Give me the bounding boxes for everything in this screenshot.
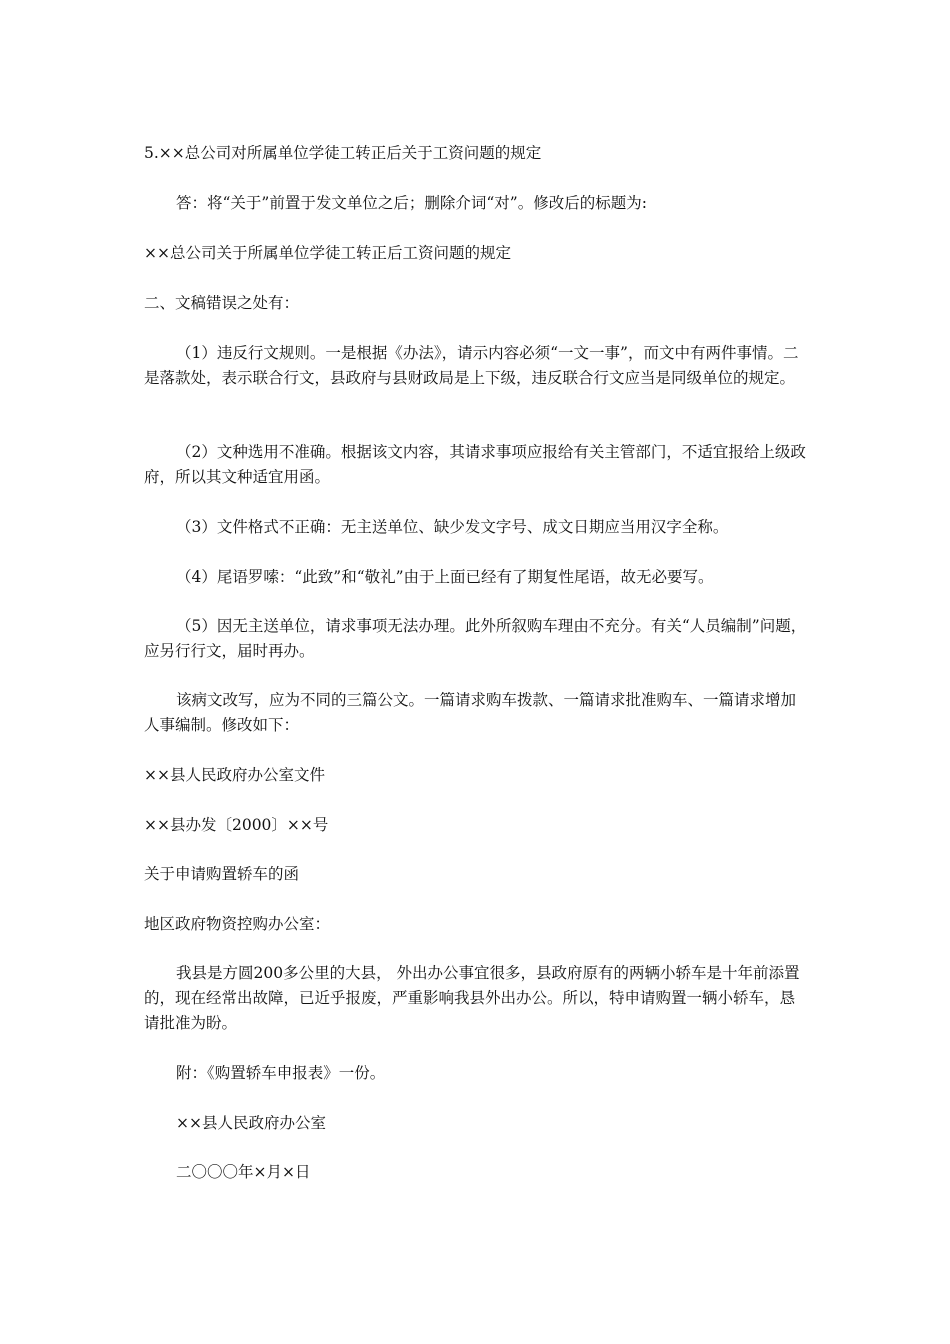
document-number: ××县办发〔2000〕××号: [144, 816, 329, 834]
section-heading: 二、文稿错误之处有：: [144, 294, 300, 312]
recipient: 地区政府物资控购办公室：: [144, 915, 331, 933]
answer-paragraph: 答：将“关于”前置于发文单位之后；删除介词“对”。修改后的标题为:: [176, 194, 647, 212]
letter-body: 我县是方圆200多公里的大县， 外出办公事宜很多，县政府原有的两辆小轿车是十年前添置的，现在经常出故障，已近乎报废，严重影响我县外出办公。所以，特申请购置一辆小轿车，恳请批准为盼。: [144, 964, 800, 1032]
letter-title: 关于申请购置轿车的函: [144, 865, 300, 883]
error-item-2: （2）文种选用不准确。根据该文内容，其请求事项应报给有关主管部门，不适宜报给上级政府，所以其文种适宜用函。: [144, 443, 806, 486]
date: 二〇〇〇年×月×日: [176, 1163, 311, 1181]
error-item-4: （4）尾语罗嗦：“此致”和“敬礼”由于上面已经有了期复性尾语，故无必要写。: [176, 568, 714, 586]
rewrite-note: 该病文改写，应为不同的三篇公文。一篇请求购车拨款、一篇请求批准购车、一篇请求增加人事编制。修改如下：: [144, 691, 797, 734]
error-item-5: （5）因无主送单位，请求事项无法办理。此外所叙购车理由不充分。有关“人员编制”问题，应另行行文，届时再办。: [144, 617, 807, 660]
error-item-1: （1）违反行文规则。一是根据《办法》，请示内容必须“一文一事”，而文中有两件事情。二是落款处，表示联合行文，县政府与县财政局是上下级，违反联合行文应当是同级单位的规定。: [144, 344, 799, 387]
error-item-3: （3）文件格式不正确：无主送单位、缺少发文字号、成文日期应当用汉字全称。: [176, 518, 729, 536]
question-title: 5.××总公司对所属单位学徒工转正后关于工资问题的规定: [144, 144, 542, 162]
revised-title: ××总公司关于所属单位学徒工转正后工资问题的规定: [144, 244, 511, 262]
document-header: ××县人民政府办公室文件: [144, 766, 325, 784]
sender: ××县人民政府办公室: [176, 1114, 326, 1132]
attachment-note: 附：《购置轿车申报表》一份。: [176, 1064, 386, 1082]
